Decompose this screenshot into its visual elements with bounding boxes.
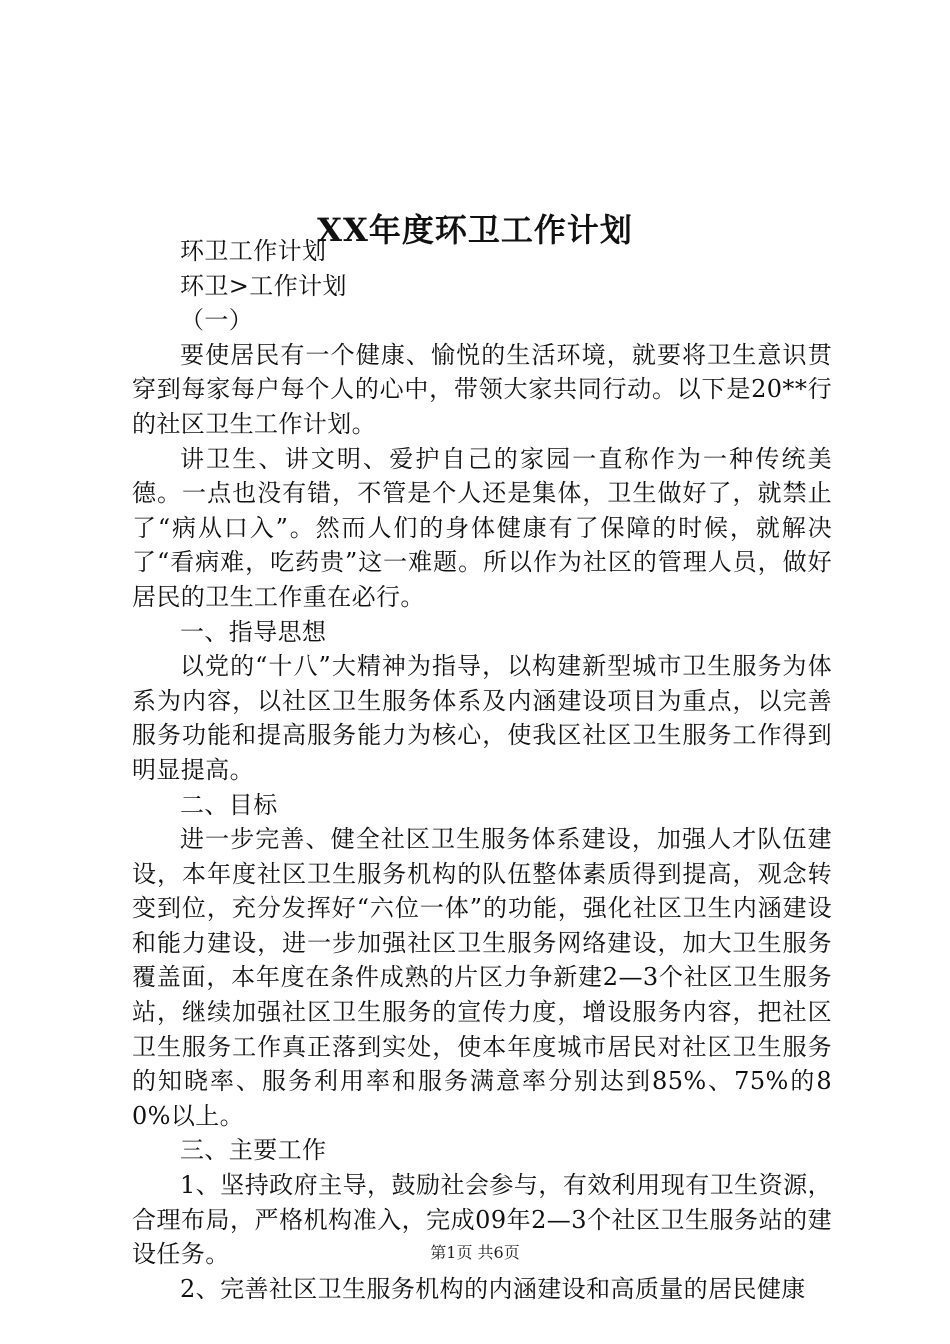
paragraph-heading-plan: 环卫工作计划	[180, 237, 327, 265]
page-footer: 第1页 共6页	[430, 1243, 520, 1262]
paragraph-goals: 进一步完善、健全社区卫生服务体系建设，加强人才队伍建设，本年度社区卫生服务机构的队伍整体素质得到提高，观念转变到位，充分发挥好“六位一体”的功能，强化社区卫生内涵建设和能力建设，进一步加强社区卫生服务网络建设，加大卫生服务覆盖面，本年度在条件成熟的片区力争新建2—3个社区卫生服务站，继续加强社区卫生服务的宣传力度，增设服务内容，把社区卫生服务工作真正落到实处，使本年度城市居民对社区卫生服务的知晓率、服务利用率和服务满意率分别达到85%、75%的80%以上。	[132, 825, 832, 1130]
paragraph-work-item-1: 1、坚持政府主导，鼓励社会参与，有效利用现有卫生资源，合理布局，严格机构准入，完成09年2—3个社区卫生服务站的建设任务。	[132, 1171, 832, 1269]
document-body	[132, 234, 832, 1306]
paragraph-intro: 要使居民有一个健康、愉悦的生活环境，就要将卫生意识贯穿到每家每户每个人的心中，带领大家共同行动。以下是20**行的社区卫生工作计划。	[132, 340, 832, 438]
document-title: XX年度环卫工作计划	[317, 211, 633, 250]
paragraph-guiding-thought: 以党的“十八”大精神为指导，以构建新型城市卫生服务为体系为内容，以社区卫生服务体系及内涵建设项目为重点，以完善服务功能和提高服务能力为核心，使我区社区卫生服务工作得到明显提高。	[132, 652, 832, 784]
paragraph-work-item-2: 2、完善社区卫生服务机构的内涵建设和高质量的居民健康	[180, 1274, 806, 1303]
heading-guiding-thought: 一、指导思想	[180, 617, 327, 646]
paragraph-section-one: （一）	[180, 306, 254, 335]
paragraph-hygiene: 讲卫生、讲文明、爱护自己的家园一直称作为一种传统美德。一点也没有错，不管是个人还是集体，卫生做好了，就禁止了“病从口入”。然而人们的身体健康有了保障的时候，就解决了“看病难，吃药贵”这一难题。所以作为社区的管理人员，做好居民的卫生工作重在必行。	[132, 444, 832, 611]
heading-goals: 二、目标	[180, 790, 278, 819]
heading-main-work: 三、主要工作	[180, 1136, 327, 1165]
paragraph-breadcrumb: 环卫>工作计划	[180, 271, 347, 300]
